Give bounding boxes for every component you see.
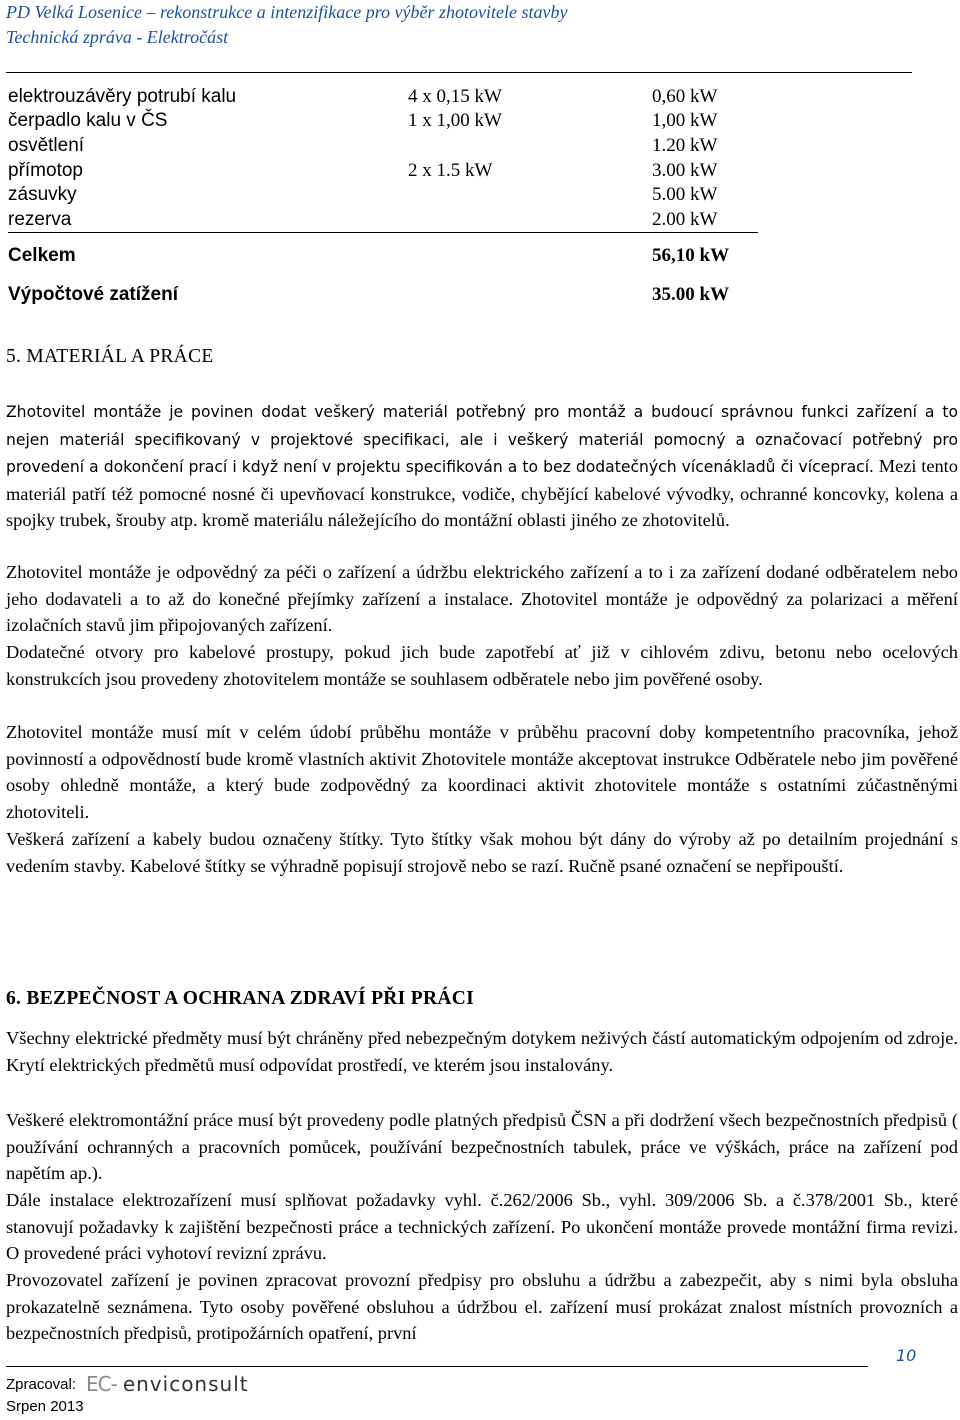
- load-item: rezerva: [8, 209, 72, 230]
- section-5-paragraph-3: Dodatečné otvory pro kabelové prostupy, pokud jich bude zapotřebí ať již v cihlovém zdivu, betonu nebo ocelových konstrukcích jsou provedeny zhotovitelem montáže se souhlasem odběratele nebo jim pověřené osoby.: [6, 642, 958, 689]
- footer-date: Srpen 2013: [6, 1398, 84, 1415]
- load-power: 1,00 kW: [652, 110, 718, 131]
- total-label: Celkem: [8, 245, 76, 266]
- total-value: 56,10 kW: [652, 245, 730, 266]
- load-item: čerpadlo kalu v ČS: [8, 110, 168, 131]
- prepared-by-label: Zpracoval:: [6, 1376, 77, 1393]
- section-5-paragraph-2: Zhotovitel montáže je odpovědný za péči o zařízení a údržbu elektrického zařízení a to i za zařízení dodané odběratelem nebo jeho dodavateli a to až do konečné přejímky zařízení a instalace. Zhotovitel montáže je odpovědný za polarizaci a měření izolačních stavů jim připojovaných zařízení.: [6, 562, 958, 636]
- table-sum-rule: [8, 232, 758, 233]
- section-5-heading: 5. MATERIÁL A PRÁCE: [6, 346, 214, 367]
- header-rule: [6, 72, 912, 73]
- load-spec: 4 x 0,15 kW: [408, 86, 502, 107]
- section-5-paragraph-1a: Zhotovitel montáže je povinen dodat veškerý materiál potřebný pro montáž a budoucí správnou funkci zařízení a to nejen materiál specifikovaný v projektové specifikaci, ale i veškerý materiál pomocný a označovací potřebný pro provedení a dokončení prací i když není v projektu specifikován a to bez dodatečných vícenákladů či víceprací.: [6, 403, 958, 477]
- design-load-value: 35.00 kW: [652, 284, 730, 305]
- section-6-paragraph-3: Dále instalace elektrozařízení musí splňovat požadavky vyhl. č.262/2006 Sb., vyhl. 309/2006 Sb. a č.378/2001 Sb., které stanovují požadavky k zajištění bezpečnosti práce a technických zařízení. Po ukončení montáže provede montážní firma revizi. O provedené práci vyhotoví revizní zprávu.: [6, 1190, 958, 1264]
- section-6-paragraph-1: Všechny elektrické předměty musí být chráněny před nebezpečným dotykem neživých částí automatickým odpojením od zdroje. Krytí elektrických předmětů musí odpovídat prostředí, ve kterém jsou instalovány.: [6, 1028, 958, 1075]
- load-power: 0,60 kW: [652, 86, 718, 107]
- load-item: přímotop: [8, 160, 83, 181]
- section-5-paragraph-5: Veškerá zařízení a kabely budou označeny štítky. Tyto štítky však mohou být dány do výroby až po detailním projednání s vedením stavby. Kabelové štítky se výhradně popisují strojově nebo se razí. Ručně psané označení se nepřipouští.: [6, 829, 958, 876]
- section-5-paragraph: [6, 398, 958, 534]
- section-5-paragraph-1b: Mezi tento materiál patří též pomocné nosné či upevňovací konstrukce, vodiče, chybějící kabelové vývodky, ochranné koncovky, kolena a spojky trubek, šrouby atp. kromě materiálu náležejícího do montážní oblasti jiného ze zhotovitelů.: [6, 456, 958, 531]
- section-5-paragraph-4: Zhotovitel montáže musí mít v celém údobí průběhu montáže v průběhu pracovní doby kompetentního pracovníka, jehož povinností a odpovědností bude kromě vlastních aktivit Zhotovitele montáže akceptovat instrukce Odběratele nebo jim pověřené osoby ohledně montáže, a který bude zodpovědný za koordinaci aktivit zhotovitele montáže s ostatními zúčastněnými zhotoviteli.: [6, 722, 958, 822]
- section-6-paragraph-2: Veškeré elektromontážní práce musí být provedeny podle platných předpisů ČSN a při dodržení všech bezpečnostních předpisů ( používání ochranných a pracovních pomůcek, používání bezpečnostních tabulek, práce ve výškách, práce na zařízení pod napětím ap.).: [6, 1110, 958, 1184]
- load-item: osvětlení: [8, 135, 85, 156]
- page-number: 10: [896, 1346, 917, 1365]
- section-6-heading: 6. BEZPEČNOST A OCHRANA ZDRAVÍ PŘI PRÁCI: [6, 988, 474, 1009]
- load-spec: 1 x 1,00 kW: [408, 110, 502, 131]
- design-load-label: Výpočtové zatížení: [8, 284, 178, 305]
- load-item: elektrouzávěry potrubí kalu: [8, 86, 237, 107]
- load-power: 3.00 kW: [652, 160, 718, 181]
- load-power: 1.20 kW: [652, 135, 718, 156]
- doc-header-title: PD Velká Losenice – rekonstrukce a intenzifikace pro výběr zhotovitele stavby: [6, 2, 568, 22]
- logo-text: enviconsult: [122, 1372, 249, 1396]
- load-spec: 2 x 1.5 kW: [408, 160, 493, 181]
- logo-mark: EC-: [86, 1372, 117, 1396]
- load-power: 5.00 kW: [652, 184, 718, 205]
- doc-header-subtitle: Technická zpráva - Elektročást: [6, 27, 229, 47]
- footer-rule: [6, 1366, 868, 1367]
- enviconsult-logo: [86, 1372, 249, 1396]
- load-item: zásuvky: [8, 184, 77, 205]
- section-6-paragraph-4: Provozovatel zařízení je povinen zpracovat provozní předpisy pro obsluhu a údržbu a zabezpečit, aby s nimi byla obsluha prokazatelně seznámena. Tyto osoby pověřené obsluhou a údržbou el. zařízení musí prokázat znalost místních provozních a bezpečnostních předpisů, protipožárních opatření, první: [6, 1270, 958, 1344]
- load-power: 2.00 kW: [652, 209, 718, 230]
